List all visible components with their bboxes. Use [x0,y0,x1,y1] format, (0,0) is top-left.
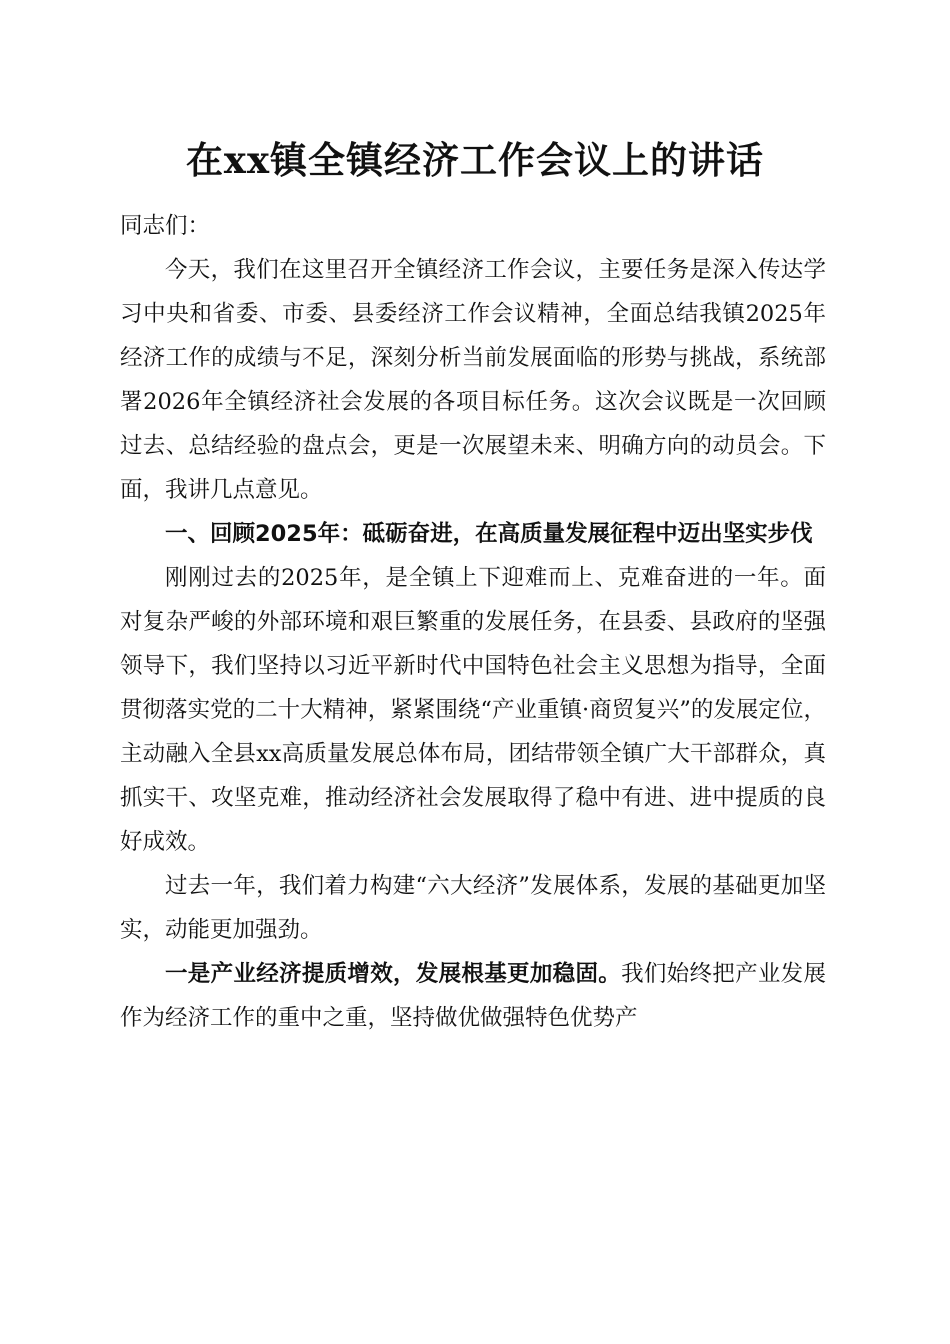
section-heading: 一、回顾2025年：砥砺奋进，在高质量发展征程中迈出坚实步伐 [165,521,813,547]
document-body [120,204,826,1040]
salutation: 同志们： [120,213,211,239]
document-title: 在xx镇全镇经济工作会议上的讲话 [185,138,765,182]
paragraph-lead-sentence: 一是产业经济提质增效，发展根基更加稳固。 [165,961,622,987]
section-paragraph-3 [120,952,826,1040]
section-paragraph-1: 刚刚过去的2025年，是全镇上下迎难而上、克难奋进的一年。面对复杂严峻的外部环境和艰巨繁重的发展任务，在县委、县政府的坚强领导下，我们坚持以习近平新时代中国特色社会主义思想为指导，全面贯彻落实党的二十大精神，紧紧围绕“产业重镇·商贸复兴”的发展定位，主动融入全县xx高质量发展总体布局，团结带领全镇广大干部群众，真抓实干、攻坚克难，推动经济社会发展取得了稳中有进、进中提质的良好成效。 [120,565,826,855]
paragraph-continuation: 我们始终把产业发展作为经济工作的重中之重，坚持做优做强特色优势产 [120,961,826,1031]
section-paragraph-2: 过去一年，我们着力构建“六大经济”发展体系，发展的基础更加坚实，动能更加强劲。 [120,873,826,943]
intro-paragraph: 今天，我们在这里召开全镇经济工作会议，主要任务是深入传达学习中央和省委、市委、县委经济工作会议精神，全面总结我镇2025年经济工作的成绩与不足，深刻分析当前发展面临的形势与挑战，系统部署2026年全镇经济社会发展的各项目标任务。这次会议既是一次回顾过去、总结经验的盘点会，更是一次展望未来、明确方向的动员会。下面，我讲几点意见。 [120,257,826,503]
